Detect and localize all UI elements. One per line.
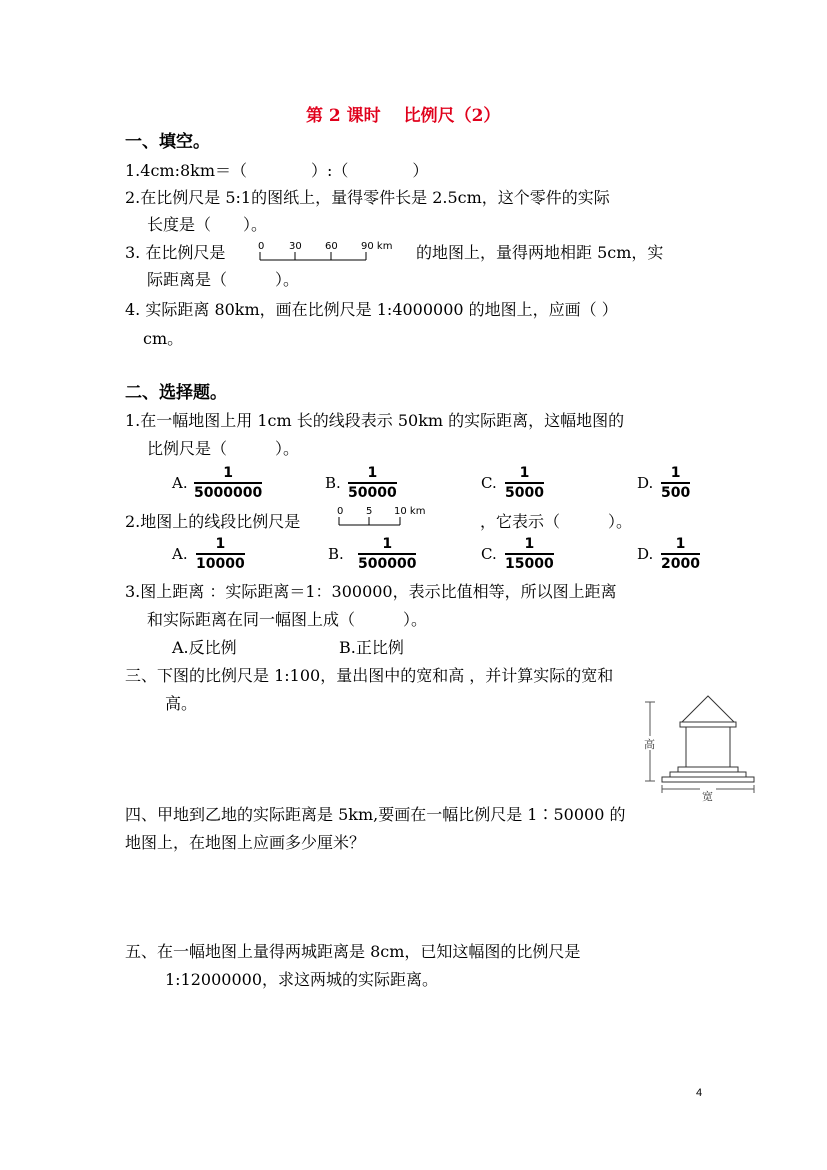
s1-question-3-line2: 际距离是（ ）。 [147,270,300,289]
option-b: B.正比例 [339,638,404,657]
option-label: A. [172,545,188,563]
option-fraction [661,537,700,571]
s2-question-2-suffix: ，它表示（ ）。 [480,512,633,531]
s2-question-3-line2: 和实际距离在同一幅图上成（ ）。 [147,610,428,629]
fraction-numerator: 1 [215,536,226,552]
fraction-denominator: 2000 [661,555,700,572]
page-title: 第 2 课时 比例尺（2） [306,106,501,126]
s2-question-1-line2: 比例尺是（ ）。 [147,439,300,458]
fraction-numerator: 1 [675,536,686,552]
option-fraction [348,466,397,500]
tower-figure [636,688,756,803]
option-label: C. [481,545,497,563]
section2-heading: 二、选择题。 [125,383,227,403]
page-number: 4 [696,1087,703,1099]
section3-line2: 高。 [165,694,198,713]
scale-tick-label: 0 [258,241,265,252]
option-fraction [196,537,245,571]
s2-question-1-line1: 1.在一幅地图上用 1cm 长的线段表示 50km 的实际距离，这幅地图的 [125,411,625,430]
option-label: D. [637,474,654,492]
scale-tick-label: 60 [325,241,338,252]
scale-tick-label: 30 [289,241,302,252]
fraction-denominator: 10000 [196,555,245,572]
option-label: C. [481,474,497,492]
s1-question-3-suffix: 的地图上，量得两地相距 5cm，实 [416,243,664,262]
section5-line2: 1:12000000，求这两城的实际距离。 [165,970,439,989]
line-scale-q2 [334,503,444,529]
s1-question-4-line1: 4. 实际距离 80km，画在比例尺是 1:4000000 的地图上，应画（ ） [125,300,618,319]
scale-tick-label: 5 [366,506,373,517]
s2-question-2-prefix: 2.地图上的线段比例尺是 [125,512,301,531]
option-a: A.反比例 [172,638,237,657]
option-fraction [358,537,416,571]
s1-question-4-line2: cm。 [143,329,184,348]
s2-question-3-line1: 3.图上距离 ：实际距离＝1：300000，表示比值相等，所以图上距离 [125,582,617,601]
height-label: 高 [644,738,655,751]
width-label: 宽 [702,790,713,803]
fraction-denominator: 5000 [505,484,544,501]
fraction-denominator: 15000 [505,555,554,572]
option-label: A. [172,474,188,492]
fraction-numerator: 1 [223,465,233,481]
scale-tick-label: 0 [337,506,344,517]
fraction-numerator: 1 [524,536,535,552]
fraction-denominator: 500 [661,484,691,501]
fraction-numerator: 1 [367,465,378,481]
s1-question-2-line2: 长度是（ ）。 [147,215,268,234]
section1-heading: 一、填空。 [125,132,210,152]
scale-tick-label: 10 km [394,506,426,517]
option-label: B. [325,474,341,492]
option-label: B. [328,545,344,563]
s1-question-1: 1.4cm:8km＝（ ）:（ ） [125,161,429,180]
section4-line1: 四、甲地到乙地的实际距离是 5km,要画在一幅比例尺是 1∶50000 的 [125,805,626,824]
option-fraction [505,466,544,500]
option-fraction [661,466,690,500]
s1-question-2-line1: 2.在比例尺是 5:1的图纸上，量得零件长是 2.5cm，这个零件的实际 [125,188,610,207]
fraction-numerator: 1 [382,536,393,552]
line-scale-q3 [255,238,405,266]
section5-line1: 五、在一幅地图上量得两城距离是 8cm，已知这幅图的比例尺是 [125,942,581,961]
fraction-numerator: 1 [519,465,530,481]
fraction-denominator: 50000 [348,484,397,501]
fraction-denominator: 500000 [358,555,417,572]
option-fraction [194,466,262,500]
section4-line2: 地图上，在地图上应画多少厘米？ [125,833,366,852]
option-fraction [505,537,554,571]
option-label: D. [637,545,654,563]
section3-line1: 三、下图的比例尺是 1:100，量出图中的宽和高 ，并计算实际的宽和 [125,666,614,685]
fraction-denominator: 5000000 [194,484,263,501]
fraction-numerator: 1 [670,465,681,481]
scale-tick-label: 90 km [361,241,393,252]
s1-question-3-prefix: 3. 在比例尺是 [125,243,226,262]
